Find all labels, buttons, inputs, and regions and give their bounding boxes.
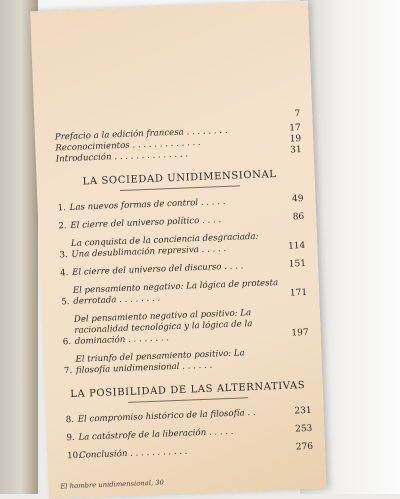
entry-title: La catástrofe de la liberación . . . . . — [78, 426, 234, 443]
entry-title: Reconocimientos . . . . . . . . . . . . . — [55, 137, 201, 154]
entry-number: 6. — [62, 337, 72, 348]
entry-page: 253 — [294, 423, 313, 435]
heading-rule — [128, 397, 248, 403]
table-of-contents — [54, 109, 313, 462]
entry-page: 231 — [294, 405, 312, 417]
heading-rule — [120, 185, 240, 191]
entry-number: 2. — [58, 221, 67, 232]
entry-number: 8. — [65, 414, 75, 426]
entry-title: El triunfo del pensamiento positivo: La filosofía unidimensional . . . . . . — [75, 348, 245, 376]
entry-page: 49 — [291, 193, 304, 205]
entry-number: 4. — [59, 268, 69, 279]
entry-page: 19 — [289, 134, 302, 145]
entry-page: 151 — [288, 258, 307, 270]
page-footer: El hombre unidimensional, 30 — [60, 478, 165, 491]
part-heading-text: LA SOCIEDAD UNIDIMENSIONAL — [82, 168, 277, 188]
entry-page: 171 — [289, 287, 308, 299]
entry-title: El cierre del universo del discurso . . . . — [71, 261, 244, 278]
entry-title: Las nuevos formas de control . . . . . — [69, 196, 226, 213]
entry-number: 5. — [61, 297, 70, 308]
entry-title: El pensamiento negativo: La lógica de protesta derrotada . . . . . . . . — [72, 278, 279, 307]
part-heading — [56, 168, 302, 193]
entry-title: Prefacio a la edición francesa . . . . . . . . — [54, 125, 228, 143]
entry-number: 3. — [59, 250, 68, 261]
entry-number: 9. — [66, 432, 75, 444]
entry-number: 10. — [67, 450, 82, 462]
entry-page: 17 — [289, 123, 301, 134]
book-page — [30, 1, 327, 499]
part-heading — [65, 380, 311, 405]
entry-page: 114 — [287, 240, 306, 252]
entry-title: La conquista de la conciencia desgraciada: Una desublimación represiva . . . . . — [70, 231, 259, 260]
entry-title: Introducción . . . . . . . . . . . . . . — [55, 149, 189, 165]
entry-title: Del pensamiento negativo al positivo: La racionalidad tecnológica y la lógica de la dominación . . . . . . . . — [73, 308, 253, 347]
first-page-number: 7 — [294, 109, 301, 120]
entry-title: El compromiso histórico de la filosofía . . — [77, 407, 256, 425]
entry-number: 1. — [57, 203, 67, 214]
entry-page: 197 — [291, 327, 309, 339]
entry-page: 86 — [292, 211, 305, 223]
entry-title: Conclusión . . . . . . . . . . . — [79, 446, 188, 461]
entry-page: 276 — [295, 441, 314, 453]
entry-title: El cierre del universo político . . . . — [70, 215, 222, 231]
entry-number: 7. — [63, 365, 73, 377]
part-heading-text: LA POSIBILIDAD DE LAS ALTERNATIVAS — [70, 380, 306, 401]
entry-page: 31 — [289, 145, 302, 156]
